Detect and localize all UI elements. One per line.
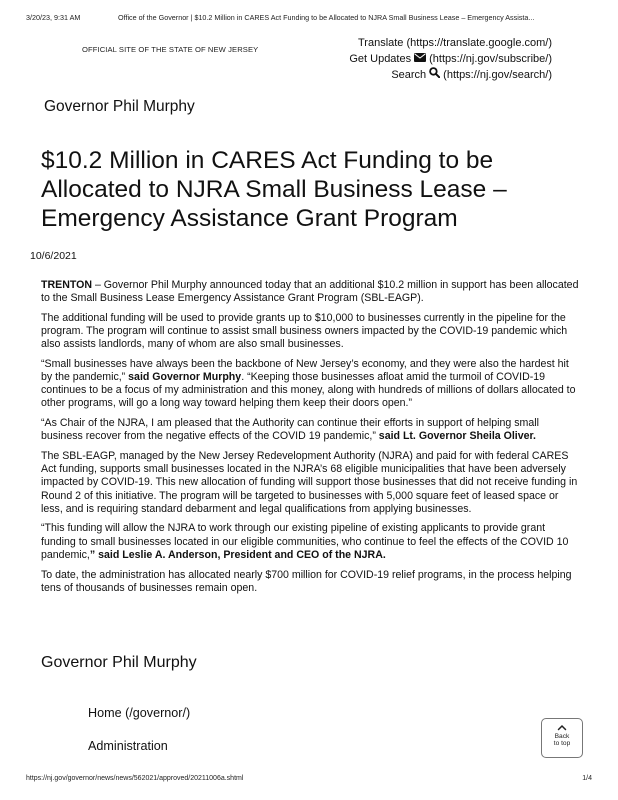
back-to-top-label-2: to top	[553, 740, 571, 747]
speaker-attribution: said Governor Murphy	[128, 371, 242, 384]
search-label: Search	[391, 69, 427, 81]
search-link[interactable]	[349, 67, 552, 83]
site-brand[interactable]: Governor Phil Murphy	[44, 98, 195, 115]
article-paragraph: TRENTON – Governor Phil Murphy announced today that an additional $10.2 million in support has been allocated to the Small Business Lease Emergency Assistance Grant Program (SBL-EAGP).	[41, 279, 579, 305]
print-page-title: Office of the Governor | $10.2 Million in CARES Act Funding to be Allocated to NJRA Small Business Lease – Emergency Assista...	[118, 13, 535, 22]
back-to-top-label: Back	[554, 733, 570, 740]
get-updates-link[interactable]	[349, 51, 552, 67]
footer-nav-administration[interactable]: Administration	[88, 739, 168, 753]
search-url: (https://nj.gov/search/)	[443, 69, 552, 81]
article-paragraph: To date, the administration has allocated nearly $700 million for COVID-19 relief programs, in the process helping tens of thousands of businesses remain open.	[41, 568, 572, 594]
article-paragraph: The additional funding will be used to provide grants up to $10,000 to businesses currently in the pipeline for the program. The program will continue to assist small business owners impacted by the COVID-19 pandemic which also assists landlords, many of whom are also small businesses.	[41, 311, 568, 351]
article-paragraph: “This funding will allow the NJRA to work through our existing pipeline of existing applicants to provide grant funding to small businesses located in our eligible communities, who continue to feel the effects of the COVID 10 pandemic,” said Leslie A. Anderson, President and CEO of the NJRA.	[41, 522, 569, 561]
get-updates-url: (https://nj.gov/subscribe/)	[429, 53, 552, 65]
speaker-attribution: ” said Leslie A. Anderson, President and CEO of the NJRA.	[89, 548, 386, 561]
chevron-up-icon	[542, 724, 582, 731]
print-page-number: 1/4	[582, 775, 592, 782]
article-body	[41, 279, 579, 602]
envelope-icon	[414, 51, 426, 67]
get-updates-label: Get Updates	[349, 53, 412, 65]
print-url: https://nj.gov/governor/news/news/562021/approved/20211006a.shtml	[26, 775, 244, 782]
translate-label: Translate (https://translate.google.com/)	[357, 37, 552, 49]
article-paragraph: The SBL-EAGP, managed by the New Jersey Redevelopment Authority (NJRA) and paid for with federal CARES Act funding, supports small businesses located in the NJRA’s 68 eligible municipalities that have been adversely impacted by COVID-19. This new allocation of funding will support those businesses that did not receive funding in Round 2 of this initiative. The program will be targeted to businesses with 5,000 square feet of leased space or less, and is requiring standard debarment and legal qualifications from applying businesses.	[41, 450, 578, 515]
back-to-top-button[interactable]	[541, 718, 583, 758]
dateline: TRENTON	[41, 279, 93, 291]
translate-link[interactable]	[349, 35, 552, 51]
article-date: 10/6/2021	[30, 250, 77, 262]
print-header	[26, 13, 592, 22]
footer-brand: Governor Phil Murphy	[41, 654, 197, 671]
official-site-label: OFFICIAL SITE OF THE STATE OF NEW JERSEY	[82, 45, 259, 54]
article-paragraph: “As Chair of the NJRA, I am pleased that the Authority can continue their efforts in support of helping small business recover from the negative effects of the COVID 19 pandemic,” said Lt. Governor Sheila Oliver.	[41, 417, 539, 443]
print-datetime: 3/20/23, 9:31 AM	[26, 13, 81, 22]
footer-nav-home[interactable]: Home (/governor/)	[88, 706, 191, 720]
print-footer	[26, 775, 592, 782]
speaker-attribution: said Lt. Governor Sheila Oliver.	[378, 430, 536, 443]
article-paragraph: “Small businesses have always been the backbone of New Jersey’s economy, and they were also the hardest hit by the pandemic,” said Governor Murphy. “Keeping those businesses afloat amid the turmoil of COVID-19 continues to be a focus of my administration and this money, along with hundreds of millions of dollars allocated to other programs, will go a long way toward helping them keep their doors open.”	[41, 358, 576, 410]
article-headline: $10.2 Million in CARES Act Funding to be Allocated to NJRA Small Business Lease – Emergency Assistance Grant Program	[41, 147, 507, 232]
magnifier-icon	[429, 67, 440, 83]
utility-links	[349, 35, 552, 83]
